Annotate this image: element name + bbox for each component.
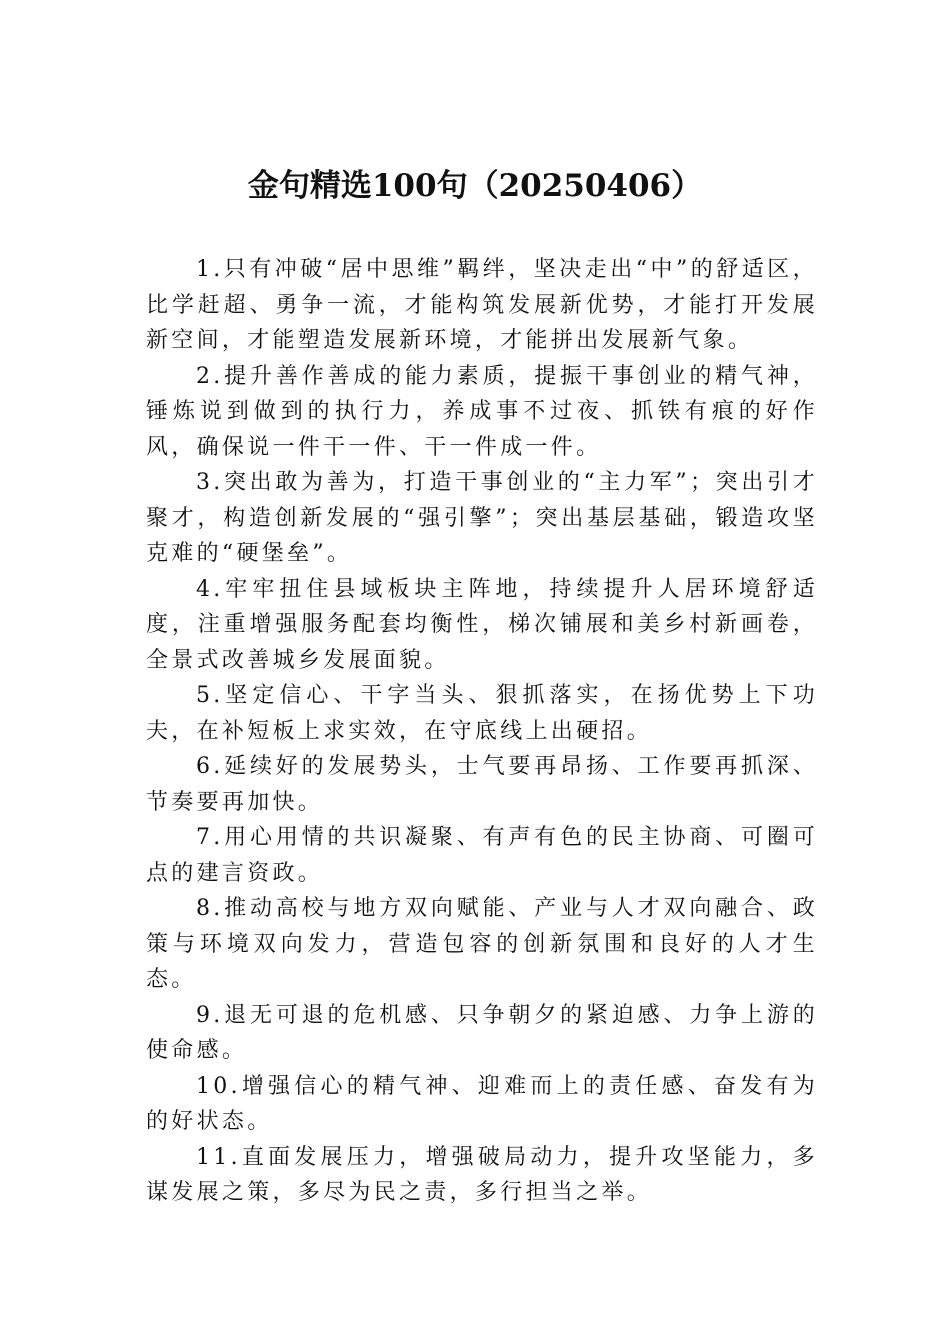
paragraph-9: 9.退无可退的危机感、只争朝夕的紧迫感、力争上游的使命感。 bbox=[146, 1002, 818, 1063]
paragraph-11: 11.直面发展压力，增强破局动力，提升攻坚能力，多谋发展之策，多尽为民之责，多行担当之举。 bbox=[146, 1144, 818, 1205]
paragraph-10: 10.增强信心的精气神、迎难而上的责任感、奋发有为的好状态。 bbox=[146, 1073, 818, 1134]
paragraph-2: 2.提升善作善成的能力素质，提振干事创业的精气神，锤炼说到做到的执行力，养成事不过夜、抓铁有痕的好作风，确保说一件干一件、干一件成一件。 bbox=[146, 363, 818, 460]
paragraph-7: 7.用心用情的共识凝聚、有声有色的民主协商、可圈可点的建言资政。 bbox=[146, 825, 818, 886]
document-title: 金句精选100句（20250406） bbox=[247, 168, 703, 204]
paragraph-8: 8.推动高校与地方双向赋能、产业与人才双向融合、政策与环境双向发力，营造包容的创新氛围和良好的人才生态。 bbox=[146, 896, 818, 992]
paragraph-3: 3.突出敢为善为，打造干事创业的“主力军”；突出引才聚才，构造创新发展的“强引擎”；突出基层基础，锻造攻坚克难的“硬堡垒”。 bbox=[146, 470, 818, 566]
paragraph-1: 1.只有冲破“居中思维”羁绊，坚决走出“中”的舒适区，比学赶超、勇争一流，才能构筑发展新优势，才能打开发展新空间，才能塑造发展新环境，才能拼出发展新气象。 bbox=[146, 257, 818, 353]
paragraph-4: 4.牢牢扭住县域板块主阵地，持续提升人居环境舒适度，注重增强服务配套均衡性，梯次铺展和美乡村新画卷，全景式改善城乡发展面貌。 bbox=[146, 576, 818, 673]
document-body bbox=[146, 252, 818, 1211]
paragraph-6: 6.延续好的发展势头，士气要再昂扬、工作要再抓深、节奏要再加快。 bbox=[146, 754, 818, 815]
paragraph-5: 5.坚定信心、干字当头、狠抓落实，在扬优势上下功夫，在补短板上求实效，在守底线上出硬招。 bbox=[146, 683, 818, 744]
